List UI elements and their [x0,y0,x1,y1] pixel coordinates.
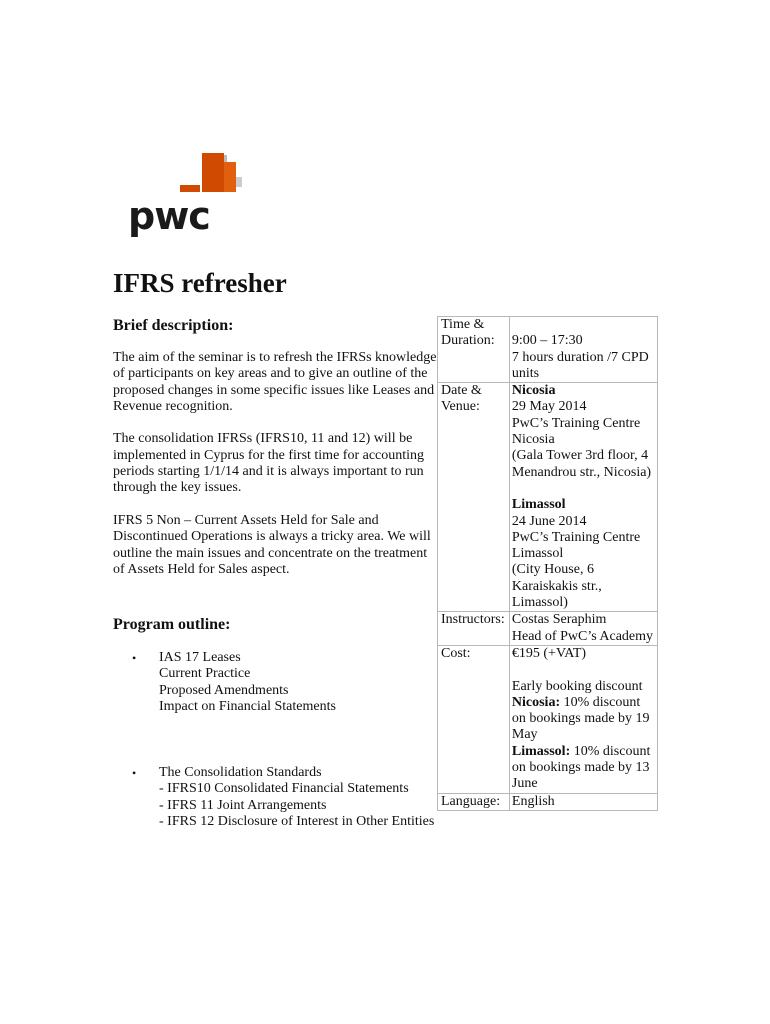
pwc-logo [128,150,248,242]
table-row [438,793,658,810]
brief-heading: Brief description: [113,317,234,334]
limassol-discount-label: Limassol: [511,743,571,759]
nicosia-address: (Gala Tower 3rd floor, 4 Menandrou str., Nicosia) [511,448,652,480]
time-duration: 7 hours duration /7 CPD units [511,349,649,381]
list-item-line: IAS 17 Leases [159,650,241,665]
list-item [113,650,489,715]
brief-description [113,350,438,594]
nicosia-date: 29 May 2014 [511,399,587,415]
nicosia-discount-label: Nicosia: [511,694,561,710]
table-row [438,317,658,383]
table-row [438,645,658,793]
venue-label-line: Venue: [441,399,480,415]
list-item-line: - IFRS 12 Disclosure of Interest in Other Entities [159,813,435,829]
limassol-city: Limassol [511,497,566,513]
limassol-place: PwC’s Training Centre Limassol [511,529,641,562]
instructor-name: Costas Seraphim [511,612,607,628]
time-label-line: Time & [441,317,485,332]
early-booking-heading: Early booking discount [511,678,643,694]
instructors-value [509,612,657,646]
list-item-line: - IFRS10 Consolidated Financial Statements [159,781,409,797]
instructor-role: Head of PwC’s Academy [511,628,654,644]
bullet-icon: • [132,651,137,665]
brief-paragraph: IFRS 5 Non – Current Assets Held for Sale and Discontinued Operations is always a tricky area. We will outline the main issues and concentrate on the treatment of Assets Held for Sales aspect. [113,512,431,577]
venue-label-line: Date & [441,383,482,399]
limassol-discount [512,744,655,793]
page-title: IFRS refresher [113,268,287,298]
logo-wordmark: pwc [128,194,210,238]
language-value: English [509,793,657,810]
nicosia-city: Nicosia [511,383,556,399]
time-label-line: Duration: [441,333,495,349]
language-label: Language: [438,793,510,810]
list-item-line: - IFRS 11 Joint Arrangements [159,797,327,813]
limassol-date: 24 June 2014 [511,513,587,529]
time-hours: 9:00 – 17:30 [511,333,583,349]
list-item-line: Proposed Amendments [159,682,289,698]
venue-value [509,383,657,612]
table-row [438,612,658,646]
nicosia-place: PwC’s Training Centre Nicosia [511,415,641,448]
list-item-line: Impact on Financial Statements [159,698,336,714]
limassol-address: (City House, 6 Karaiskakis str., Limassol) [511,562,602,611]
brief-paragraph: The consolidation IFRSs (IFRS10, 11 and 12) will be implemented in Cyprus for the first time for accounting periods starting 1/1/14 and it is always important to run through the key issues. [113,431,425,496]
brief-paragraph: The aim of the seminar is to refresh the IFRSs knowledge of participants on key areas and to give an outline of the proposed changes in some specific issues like Leases and Revenue recognition. [113,350,437,414]
details-table [437,316,658,811]
table-row [438,383,658,612]
nicosia-discount [512,695,655,744]
program-heading: Program outline: [113,616,231,633]
time-value [509,317,657,383]
instructors-label: Instructors: [438,612,510,646]
cost-value [509,645,657,793]
cost-price: €195 (+VAT) [511,645,587,661]
limassol-discount-text: 10% discount on bookings made by 13 June [511,743,651,792]
list-item-line: Current Practice [159,666,251,682]
time-label [438,317,510,383]
cost-label: Cost: [438,645,510,793]
venue-label [438,383,510,612]
list-item-line: The Consolidation Standards [159,765,322,780]
bullet-icon: • [132,766,137,780]
nicosia-discount-text: 10% discount on bookings made by 19 May [511,694,650,743]
list-item [113,765,489,830]
brief-heading-block [113,315,438,337]
